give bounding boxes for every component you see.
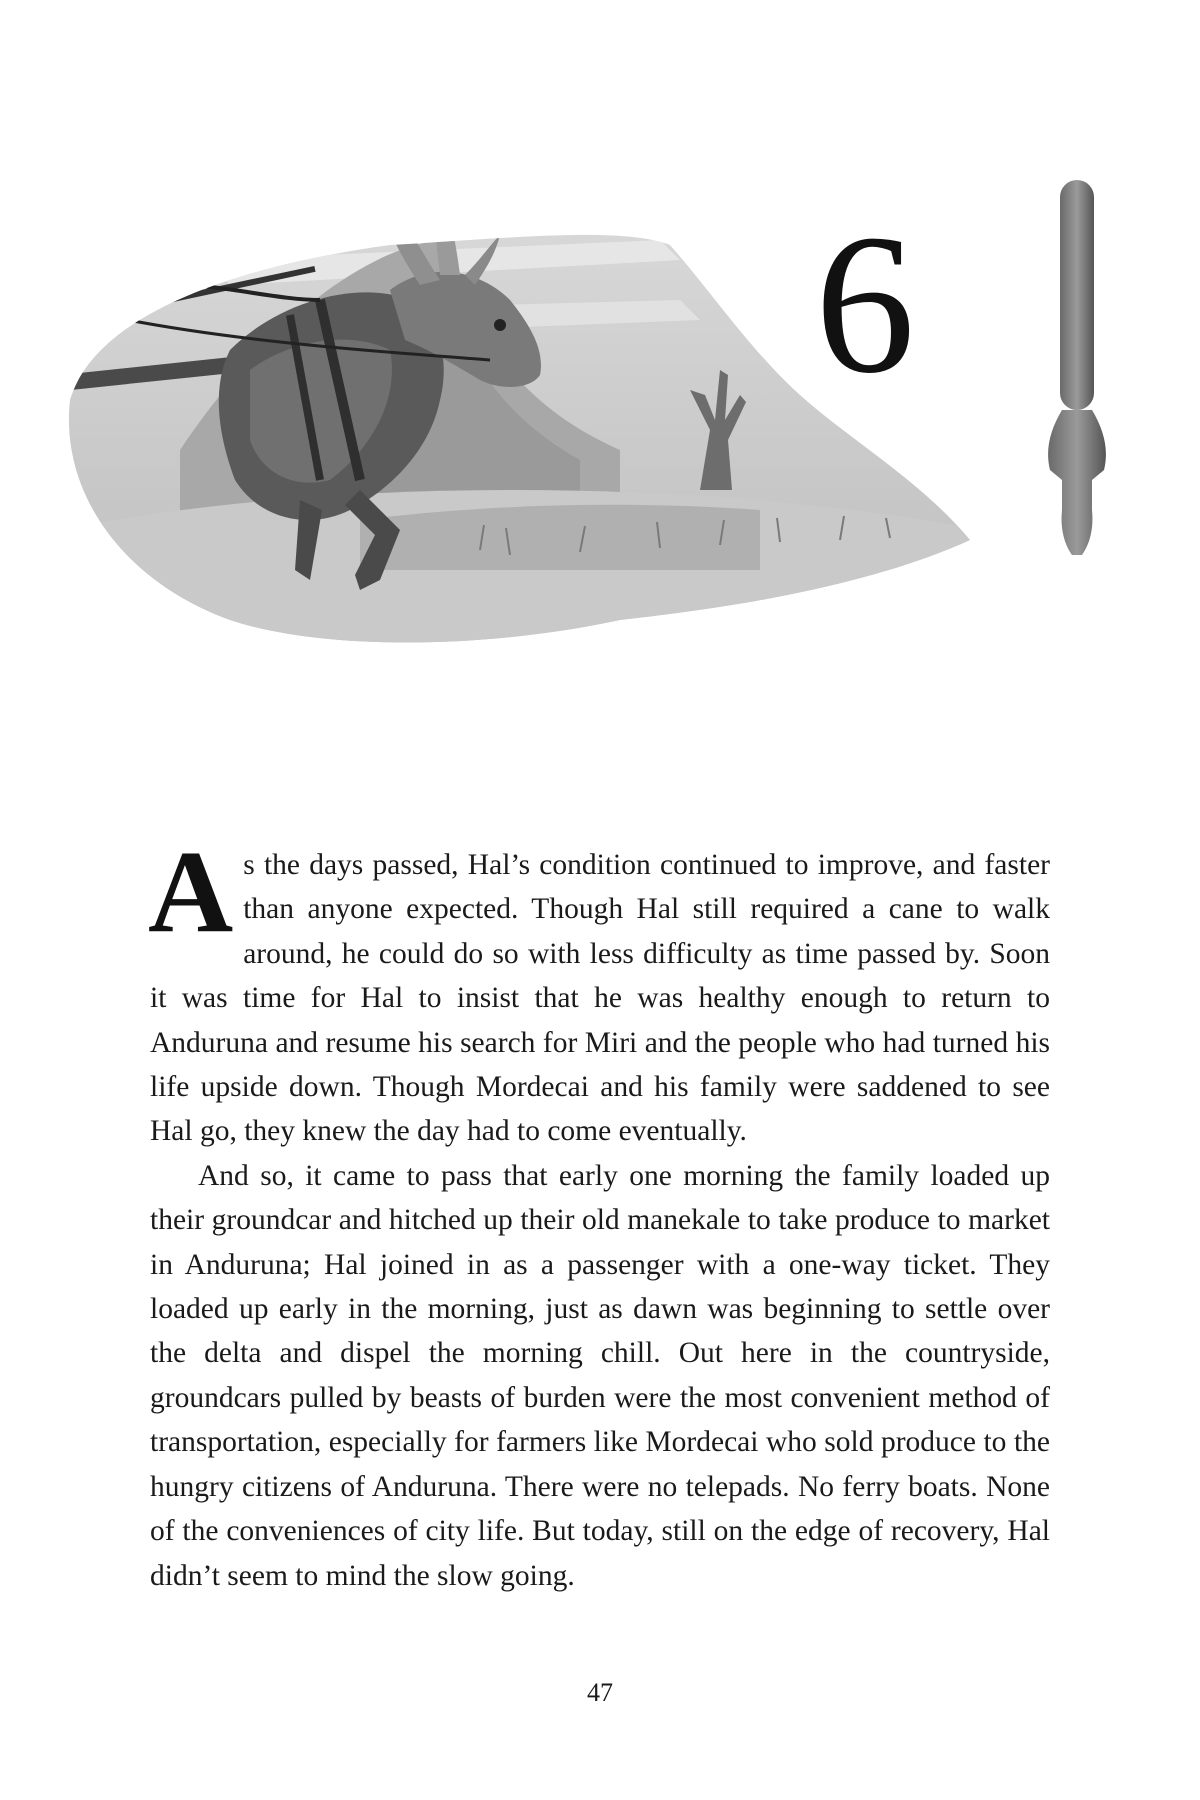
drop-cap: A <box>148 826 234 957</box>
chapter-number: 6 <box>815 194 915 415</box>
chapter-illustration <box>60 150 1140 710</box>
paragraph-1-text: s the days passed, Hal’s condition continued to improve, and faster than anyone expected. Though Hal still required a cane to walk around, he could do so with less difficulty as time passed by. Soon it was time for Hal to insist that he was healthy enough to return to Anduruna and resume his search for Miri and the people who had turned his life upside down. Though Mordecai and his family were saddened to see Hal go, they knew the day had to come eventually. <box>150 849 1050 1148</box>
vertical-bar-ornament-icon <box>1048 180 1106 555</box>
page-number: 47 <box>587 1678 613 1707</box>
paragraph-1 <box>148 826 1050 1154</box>
body-text <box>148 826 1050 1598</box>
paragraph-2: And so, it came to pass that early one morning the family loaded up their groundcar and hitched up their old manekale to take produce to market in Anduruna; Hal joined in as a passenger with a one-way ticket. They loaded up early in the morning, just as dawn was beginning to settle over the delta and dispel the morning chill. Out here in the countryside, groundcars pulled by beasts of burden were the most convenient method of transportation, especially for farmers like Mordecai who sold produce to the hungry citizens of Anduruna. There were no telepads. No ferry boats. None of the conveniences of city life. But today, still on the edge of recovery, Hal didn’t seem to mind the slow going. <box>150 1159 1050 1592</box>
